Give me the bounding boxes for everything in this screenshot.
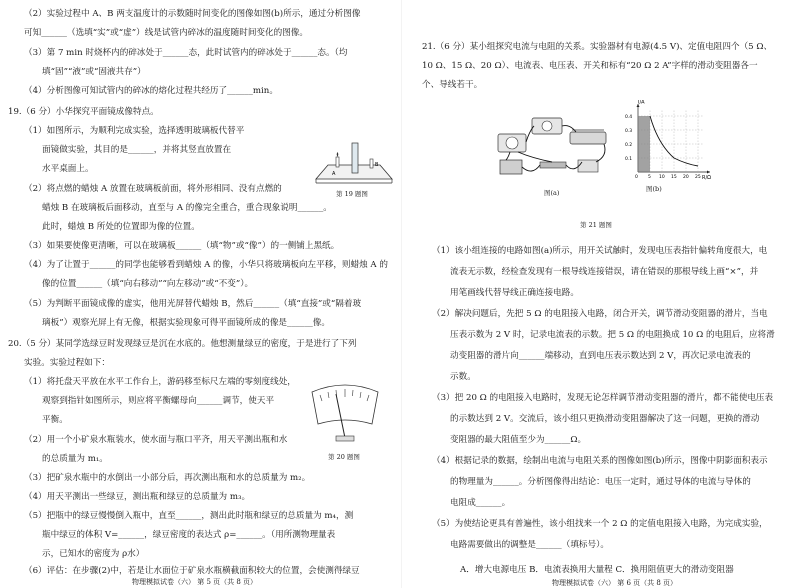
figure-20-caption: 第 20 题图 <box>328 453 360 461</box>
graph-x-tick: 10 <box>659 175 665 180</box>
graph-x-ticks <box>635 174 701 180</box>
text-line: （5）为判断平面镜成像的虚实，他用光屏替代蜡烛 B，然后______（填“直接”或“隔着玻 <box>24 299 362 309</box>
text-line: （3）把 20 Ω 的电阻接入电路时，发现无论怎样调节滑动变阻器的滑片，都不能使电压表 <box>432 393 774 403</box>
text-line: （4）根据记录的数据，绘制出电流与电阻关系的图像如图(b)所示，图像中阴影面积表示 <box>432 456 768 466</box>
figure-19-caption: 第 19 题图 <box>336 190 368 198</box>
text-line: （6）评估：在步骤(2)中，若是让水面位于矿泉水瓶横截面积较大的位置，会使测得绿豆 <box>24 566 360 576</box>
right-page-footer: 物理模拟试卷（六） 第 6 页（共 8 页） <box>552 579 678 587</box>
page-divider <box>401 0 402 588</box>
balance-pointer-diagram <box>306 380 384 446</box>
text-line: 电阻成______。 <box>450 498 511 508</box>
text-line: （5）把瓶中的绿豆慢慢倒入瓶中，直至______，测出此时瓶和绿豆的总质量为 m₄，测 <box>24 511 354 521</box>
text-line: （3）如果要使像更清晰，可以在玻璃板______（填“物”或“像”）的一侧铺上黑纸。 <box>24 241 340 251</box>
figure-19 <box>312 135 398 198</box>
figure-20 <box>306 380 384 460</box>
text-line: 观察到指针如图所示，则应将平衡螺母向______调节，使天平 <box>42 396 275 406</box>
text-line: 动变阻器的滑片向______端移动，直到电压表示数达到 2 V，再次记录电流表的 <box>450 351 751 361</box>
text-line: 流表无示数，经检查发现有一根导线连接错误，请在错误的那根导线上画“×”，并 <box>450 267 759 277</box>
figure-21a-caption: 图(a) <box>544 189 560 197</box>
text-line: （1）将托盘天平放在水平工作台上，游码移至标尺左端的零刻度线处， <box>24 377 296 387</box>
svg-text:A: A <box>332 171 336 177</box>
text-line: 个、导线若干。 <box>422 80 483 90</box>
text-line: 的总质量为 m₁。 <box>42 454 108 464</box>
text-line: （1）如图所示，为顺利完成实验，选择透明玻璃板代替平 <box>24 126 245 136</box>
graph-y-axis-label: I/A <box>638 100 645 106</box>
text-line: （3）第 7 min 时烧杯内的碎冰处于______态，此时试管内的碎冰处于______态。（均 <box>24 48 348 58</box>
text-line: 水平桌面上。 <box>42 164 94 174</box>
text-line: （2）将点燃的蜡烛 A 放置在玻璃板前面，将外形相同、没有点燃的 <box>24 184 282 194</box>
text-line: 用笔画线代替导线正确连接电路。 <box>450 288 579 298</box>
text-line: 21.（6 分）某小组探究电流与电阻的关系。实验器材有电源(4.5 V)、定值电阻四个（5 Ω、 <box>422 42 773 52</box>
text-line: 平衡。 <box>42 415 68 425</box>
text-line: 璃板”）观察光屏上有无像，根据实验现象可得平面镜所成的像是______像。 <box>42 318 330 328</box>
text-line: A．增大电源电压 B．电流表换用大量程 C．换用阻值更大的滑动变阻器 <box>460 565 734 575</box>
text-line: （2）解决问题后，先把 5 Ω 的电阻接入电路，闭合开关，调节滑动变阻器的滑片，当电 <box>432 309 768 319</box>
figure-21b <box>624 100 714 196</box>
text-line: 示，已知水的密度为 ρ水） <box>42 549 145 559</box>
graph-x-tick: 5 <box>648 175 651 180</box>
current-resistance-graph <box>624 100 714 182</box>
figure-21-caption: 第 21 题图 <box>580 221 612 229</box>
text-line: 示数。 <box>450 372 476 382</box>
text-line: 20.（5 分）某同学选绿豆时发现绿豆是沉在水底的。他想测量绿豆的密度，于是进行了下列 <box>8 339 357 349</box>
svg-text:B: B <box>375 162 379 168</box>
text-line: （4）为了让置于______的同学也能够看到蜡烛 A 的像，小华只将玻璃板向左平移，则蜡烛 A 的 <box>24 260 388 270</box>
text-line: （2）实验过程中 A、B 两支温度计的示数随时间变化的图像如图(b)所示，通过分析图像 <box>24 9 361 19</box>
text-line: （4）用天平测出一些绿豆，测出瓶和绿豆的总质量为 m₃。 <box>24 492 251 502</box>
text-line: 填“固”“液”或“固液共存”） <box>42 67 146 77</box>
text-line: 的示数达到 2 V。交流后，该小组只更换滑动变阻器解决了这一问题，更换的滑动 <box>450 414 760 424</box>
text-line: （5）为使结论更具有普遍性，该小组找来一个 2 Ω 的定值电阻接入电路，为完成实验， <box>432 519 768 529</box>
text-line: 此时，蜡烛 B 所处的位置即为像的位置。 <box>42 222 200 232</box>
graph-y-tick: 0.1 <box>625 157 633 162</box>
graph-x-tick: 20 <box>683 175 689 180</box>
text-line: 压表示数为 2 V 时，记录电流表的示数。把 5 Ω 的电阻换成 10 Ω 的电阻后，应将滑 <box>450 330 775 340</box>
text-line: 19.（6 分）小华探究平面镜成像特点。 <box>8 107 159 117</box>
text-line: 像的位置______（填“向右移动”“向左移动”或“不变”）。 <box>42 279 254 289</box>
graph-x-axis-label: R/Ω <box>702 175 711 181</box>
mirror-setup-diagram <box>312 135 398 193</box>
text-line: （2）用一个小矿泉水瓶装水，使水面与瓶口平齐，用天平测出瓶和水 <box>24 435 288 445</box>
text-line: 的物理量为______。分析图像得出结论：电压一定时，通过导体的电流与导体的 <box>450 477 751 487</box>
text-line: 电路需要做出的调整是______（填标号）。 <box>450 540 609 550</box>
text-line: 变阻器的最大阻值至少为______Ω。 <box>450 435 587 445</box>
text-line: （1）该小组连接的电路如图(a)所示，用开关试触时，发现电压表指针偏转角度很大，电 <box>432 246 768 256</box>
graph-y-tick: 0.4 <box>625 115 633 120</box>
figure-21a <box>492 112 612 196</box>
text-line: 可知______（选填“实”或“虚”）线是试管内碎冰的温度随时间变化的图像。 <box>24 28 308 38</box>
text-line: （4）分析图像可知试管内的碎冰的熔化过程共经历了______min。 <box>24 86 278 96</box>
text-line: 蜡烛 B 在玻璃板后面移动，直至与 A 的像完全重合，重合现象说明______。 <box>42 203 332 213</box>
text-line: 瓶中绿豆的体积 V=______，绿豆密度的表达式 ρ=______。（用所测物理量表 <box>42 530 336 540</box>
graph-y-tick: 0.2 <box>625 143 633 148</box>
circuit-diagram <box>492 112 612 184</box>
graph-y-ticks <box>625 114 632 162</box>
graph-x-tick: 15 <box>671 175 677 180</box>
figure-21b-caption: 图(b) <box>646 185 662 193</box>
text-line: 面镜做实验，其目的是______，并将其竖直放置在 <box>42 145 232 155</box>
right-page <box>406 0 800 588</box>
graph-y-tick: 0.3 <box>625 129 633 134</box>
left-page-footer: 物理模拟试卷（六） 第 5 页（共 8 页） <box>132 578 258 586</box>
text-line: 10 Ω、15 Ω、20 Ω）、电流表、电压表、开关和标有“20 Ω 2 A”字样的滑动变阻器各一 <box>422 61 758 71</box>
text-line: 实验。实验过程如下： <box>24 358 110 368</box>
graph-x-tick: 0 <box>635 175 638 180</box>
text-line: （3）把矿泉水瓶中的水倒出一小部分后，再次测出瓶和水的总质量为 m₂。 <box>24 473 311 483</box>
graph-x-tick: 25 <box>695 175 701 180</box>
